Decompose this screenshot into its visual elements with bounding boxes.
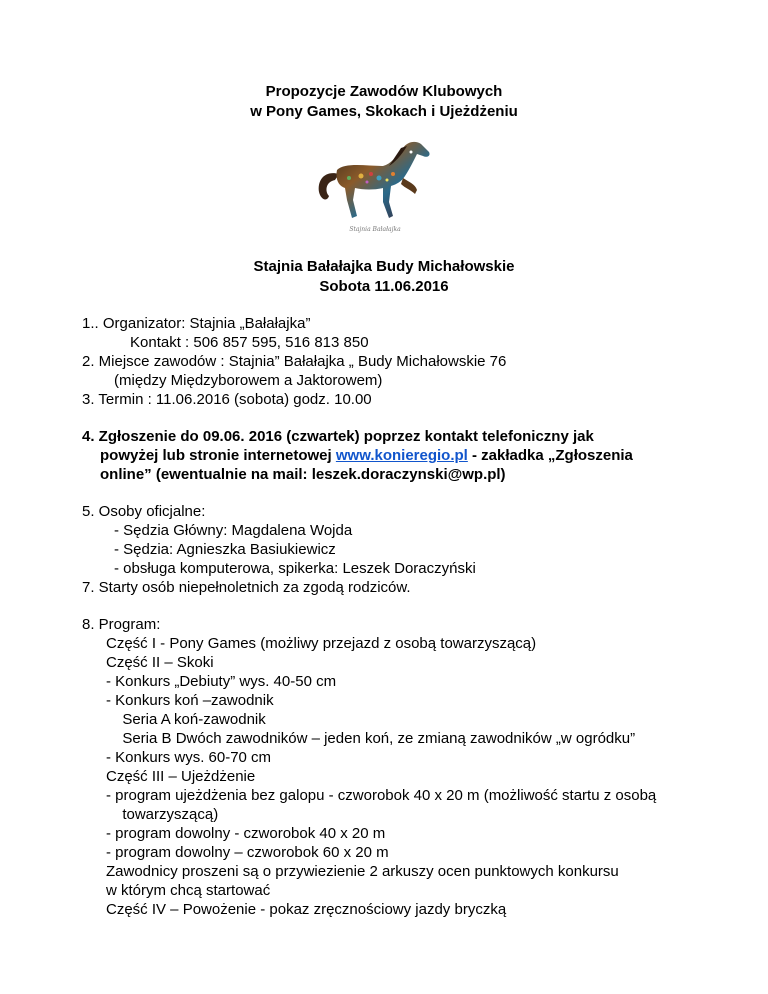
program-line: - program dowolny – czworobok 60 x 20 m <box>106 844 389 861</box>
title-line-2: w Pony Games, Skokach i Ujeżdżeniu <box>250 103 518 120</box>
computer-service: - obsługa komputerowa, spikerka: Leszek Doraczyński <box>114 560 476 577</box>
program-line: - program ujeżdżenia bez galopu - czworobok 40 x 20 m (możliwość startu z osobą <box>106 787 657 804</box>
program-heading: 8. Program: <box>82 616 161 633</box>
judge-main: - Sędzia Główny: Magdalena Wojda <box>114 522 353 539</box>
logo-caption: Stajnia Bałałajka <box>349 226 401 233</box>
logo <box>305 136 445 240</box>
program-line: Część III – Ujeżdżenie <box>106 768 256 785</box>
program-line: Część II – Skoki <box>106 654 214 671</box>
decorated-horse-icon <box>305 136 445 226</box>
place-note: (między Międzyborowem a Jaktorowem) <box>114 372 383 389</box>
place: 2. Miejsce zawodów : Stajnia” Bałałajka „ Budy Michałowskie 76 <box>82 353 507 370</box>
term: 3. Termin : 11.06.2016 (sobota) godz. 10.00 <box>82 391 372 408</box>
registration-text: powyżej lub stronie internetowej <box>100 447 336 464</box>
program-line: Część I - Pony Games (możliwy przejazd z osobą towarzyszącą) <box>106 635 537 652</box>
registration-line-3: online” (ewentualnie na mail: leszek.doraczynski@wp.pl) <box>100 466 506 483</box>
program-line: Zawodnicy proszeni są o przywiezienie 2 arkuszy ocen punktowych konkursu <box>106 863 619 880</box>
program-line: Seria B Dwóch zawodników – jeden koń, ze zmianą zawodników „w ogródku” <box>114 730 636 747</box>
program-line: towarzyszącą) <box>114 806 219 823</box>
event-date: Sobota 11.06.2016 <box>319 278 449 295</box>
contact: Kontakt : 506 857 595, 516 813 850 <box>130 334 369 351</box>
registration-line-1: 4. Zgłoszenie do 09.06. 2016 (czwartek) poprzez kontakt telefoniczny jak <box>82 428 594 445</box>
program-line: w którym chcą startować <box>106 882 271 899</box>
registration-line-2 <box>100 446 633 465</box>
program-line: - Konkurs wys. 60-70 cm <box>106 749 272 766</box>
program-line: - Konkurs „Debiuty” wys. 40-50 cm <box>106 673 337 690</box>
minors-note: 7. Starty osób niepełnoletnich za zgodą rodziców. <box>82 579 411 596</box>
program-line: - program dowolny - czworobok 40 x 20 m <box>106 825 386 842</box>
venue: Stajnia Bałałajka Budy Michałowskie <box>253 258 515 275</box>
program-line: Część IV – Powożenie - pokaz zręcznościowy jazdy bryczką <box>106 901 507 918</box>
judge: - Sędzia: Agnieszka Basiukiewicz <box>114 541 336 558</box>
registration-tab-text: - zakładka „Zgłoszenia <box>467 447 633 464</box>
officials-heading: 5. Osoby oficjalne: <box>82 503 206 520</box>
program-line: Seria A koń-zawodnik <box>114 711 266 728</box>
title-line-1: Propozycje Zawodów Klubowych <box>265 83 503 100</box>
program-line: - Konkurs koń –zawodnik <box>106 692 274 709</box>
website-link[interactable]: www.konieregio.pl <box>335 447 468 464</box>
organizer: 1.. Organizator: Stajnia „Bałałajka” <box>82 315 311 332</box>
